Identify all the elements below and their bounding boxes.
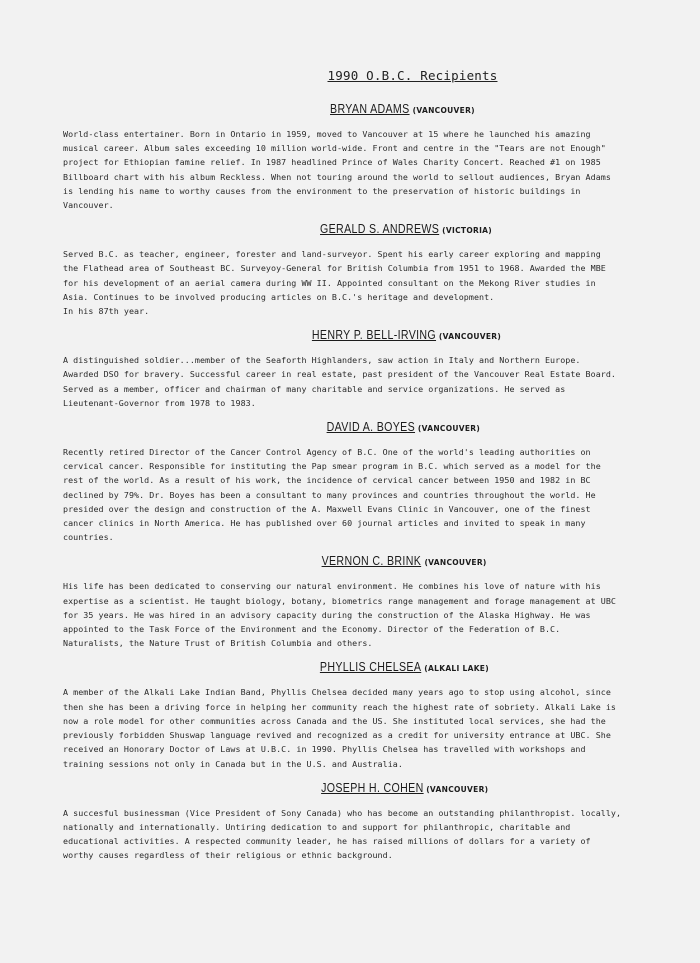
recipient-entry-david-boyes <box>63 419 670 544</box>
recipient-city: (VANCOUVER) <box>417 424 481 434</box>
document-title: 1990 O.B.C. Recipients <box>327 68 498 83</box>
recipient-name: GERALD S. ANDREWS <box>320 222 440 237</box>
recipient-bio: A member of the Alkali Lake Indian Band, Phyllis Chelsea decided many years ago to stop using alcohol, since then she has been a driving force in helping her community reach the highest rate of sobriety. Alkali Lake is now a role model for other communities across Canada and the US. She instituted local services, she had the previously forbidden Shuswap language revived and recognized as a credit for university entrance at UBC. She received an Honorary Doctor of Laws at U.B.C. in 1990. Phyllis Chelsea has travelled with workshops and training sessions not only in Canada but in the U.S. and Australia. <box>63 687 616 769</box>
recipient-bio: His life has been dedicated to conserving our natural environment. He combines his love of nature with his expertise as a scientist. He taught biology, botany, biometrics range management and forage management at UBC for 35 years. He was hired in an advisory capacity during the construction of the Alaska Highway. He was appointed to the Task Force of the Environment and the Economy. Director of the Federation of B.C. Naturalists, the Nature Trust of British Columbia and others. <box>63 581 616 649</box>
recipient-name: JOSEPH H. COHEN <box>320 780 424 795</box>
recipient-name: VERNON C. BRINK <box>321 554 422 569</box>
recipient-heading <box>63 780 670 797</box>
recipient-bio: World-class entertainer. Born in Ontario in 1959, moved to Vancouver at 15 where he launched his amazing musical career. Album sales exceeding 10 million world-wide. Front and centre in the "Tears are not Enough" project for Ethiopian famine relief. In 1987 headlined Prince of Wales Charity Concert. Reached #1 on 1985 Billboard chart with his album Reckless. When not touring around the world to sellout audiences, Bryan Adams is lending his name to worthy causes from the environment to the preservation of historic buildings in Vancouver. <box>63 129 611 211</box>
recipient-bio: Served B.C. as teacher, engineer, forester and land-surveyor. Spent his early career exploring and mapping the Flathead area of Southeast BC. Surveyoy-General for British Columbia from 1951 to 1968. Awarded the MBE for his development of an aerial camera during WW II. Appointed consultant on the Mekong River studies in Asia. Continues to be involved producing articles on B.C.'s heritage and development. In his 87th year. <box>63 249 606 317</box>
recipient-entry-gerald-andrews <box>63 221 670 318</box>
recipient-heading <box>63 553 670 570</box>
recipient-bio: A succesful businessman (Vice President of Sony Canada) who has become an outstanding philanthropist. locally, nationally and internationally. Untiring dedication to and support for philanthropic, charitable and educational activities. A respected community leader, he has raised millions of dollars for a variety of worthy causes regardless of their religious or ethnic background. <box>63 807 622 861</box>
recipient-heading <box>63 419 670 436</box>
recipient-city: (VANCOUVER) <box>438 332 502 342</box>
recipient-entry-bryan-adams <box>63 101 670 212</box>
recipient-entry-joseph-cohen <box>63 780 670 863</box>
recipient-city: (VICTORIA) <box>442 226 492 236</box>
recipient-entry-phyllis-chelsea <box>63 659 670 770</box>
recipient-city: (ALKALI LAKE) <box>424 664 489 674</box>
recipient-bio: Recently retired Director of the Cancer Control Agency of B.C. One of the world's leading authorities on cervical cancer. Responsible for instituting the Pap smear program in B.C. which served as a model for the rest of the world. As a result of his work, the incidence of cervical cancer between 1950 and 1982 in BC declined by 79%. Dr. Boyes has been a consultant to many provinces and countries throughout the world. He presided over the design and construction of the A. Maxwell Evans Clinic in Vancouver, one of the finest cancer clinics in North America. He has published over 60 journal articles and invited to speak in many countries. <box>63 447 601 543</box>
recipient-city: (VANCOUVER) <box>424 558 487 568</box>
recipient-heading <box>63 327 670 344</box>
recipient-bio: A distinguished soldier...member of the Seaforth Highlanders, saw action in Italy and Northern Europe. Awarded DSO for bravery. Successful career in real estate, past president of the Vancouver Real Estate Board. Served as a member, officer and chairman of many charitable and service organizations. He served as Lieutenant-Governor from 1978 to 1983. <box>63 355 616 408</box>
recipient-heading <box>63 659 670 676</box>
recipient-name: HENRY P. BELL-IRVING <box>311 328 436 343</box>
recipient-heading <box>63 221 670 238</box>
recipient-name: PHYLLIS CHELSEA <box>319 660 422 675</box>
recipient-entry-henry-bell-irving <box>63 327 670 410</box>
recipient-city: (VANCOUVER) <box>426 784 489 794</box>
recipient-entry-vernon-brink <box>63 553 670 650</box>
recipient-name: DAVID A. BOYES <box>326 420 415 435</box>
recipient-name: BRYAN ADAMS <box>330 102 410 116</box>
recipient-heading <box>63 101 670 118</box>
recipient-city: (VANCOUVER) <box>412 106 475 115</box>
